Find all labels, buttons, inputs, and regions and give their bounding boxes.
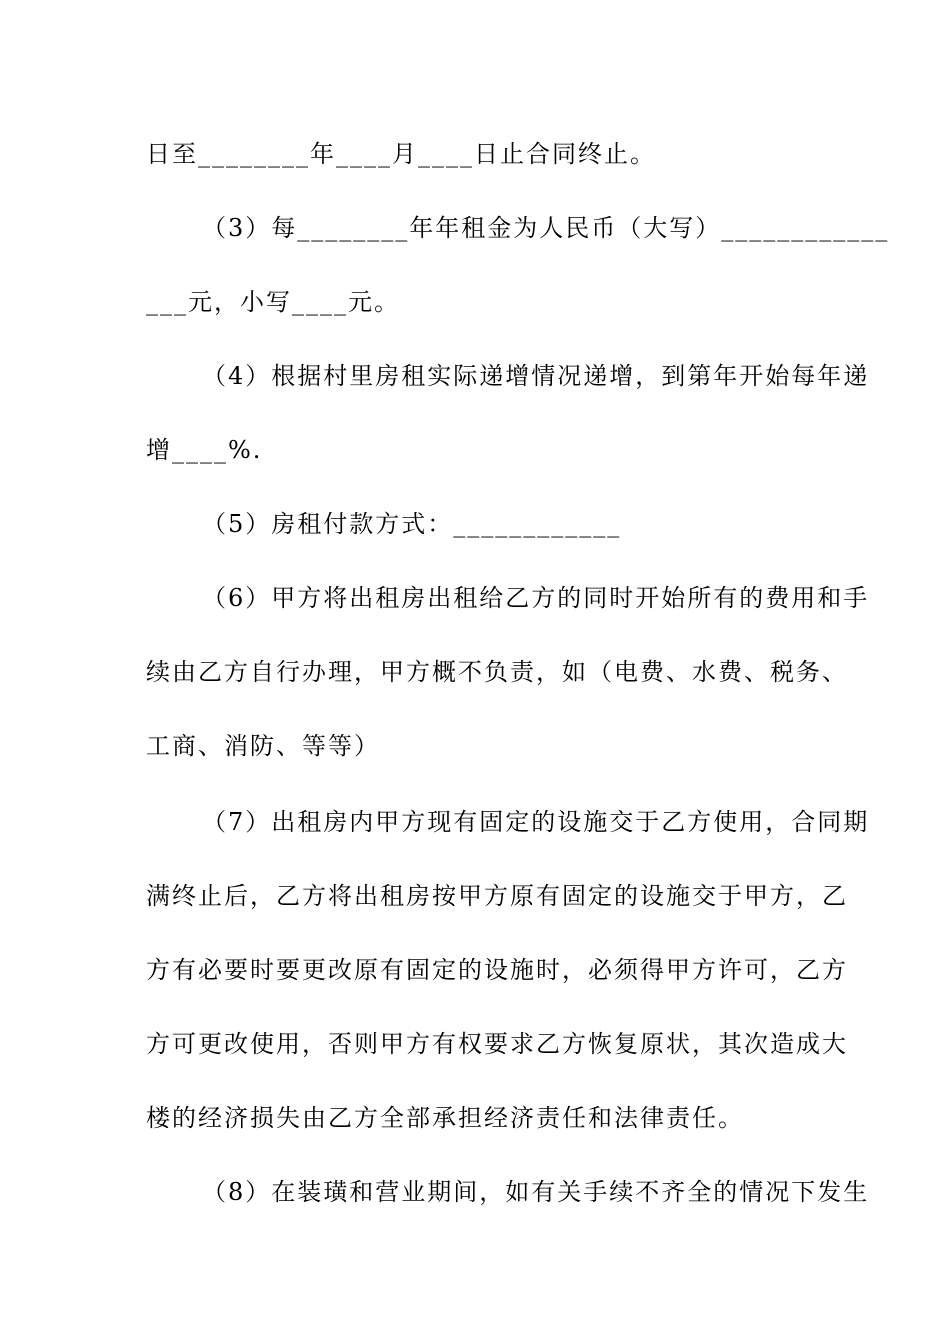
text-line: 续由乙方自行办理，甲方概不负责，如（电费、水费、税务、 <box>146 658 848 686</box>
text-line: 日至________年____月____日止合同终止。 <box>146 140 656 168</box>
text-line: 方有必要时要更改原有固定的设施时，必须得甲方许可，乙方 <box>146 956 848 984</box>
text-line: （3）每________年年租金为人民币（大写）____________ <box>202 214 890 242</box>
text-line: （6）甲方将出租房出租给乙方的同时开始所有的费用和手 <box>202 584 870 612</box>
text-line: 方可更改使用，否则甲方有权要求乙方恢复原状，其次造成大 <box>146 1030 848 1058</box>
text-line: （5）房租付款方式：____________ <box>202 510 622 538</box>
text-line: 楼的经济损失由乙方全部承担经济责任和法律责任。 <box>146 1104 744 1132</box>
text-line: 增____%. <box>146 436 263 464</box>
text-line: （8）在装璜和营业期间，如有关手续不齐全的情况下发生 <box>202 1178 870 1206</box>
text-line: （7）出租房内甲方现有固定的设施交于乙方使用，合同期 <box>202 808 870 836</box>
text-line: 工商、消防、等等） <box>146 732 380 760</box>
text-line: （4）根据村里房租实际递增情况递增，到第年开始每年递 <box>202 362 870 390</box>
text-line: ___元，小写____元。 <box>146 288 400 316</box>
text-line: 满终止后，乙方将出租房按甲方原有固定的设施交于甲方，乙 <box>146 882 848 910</box>
